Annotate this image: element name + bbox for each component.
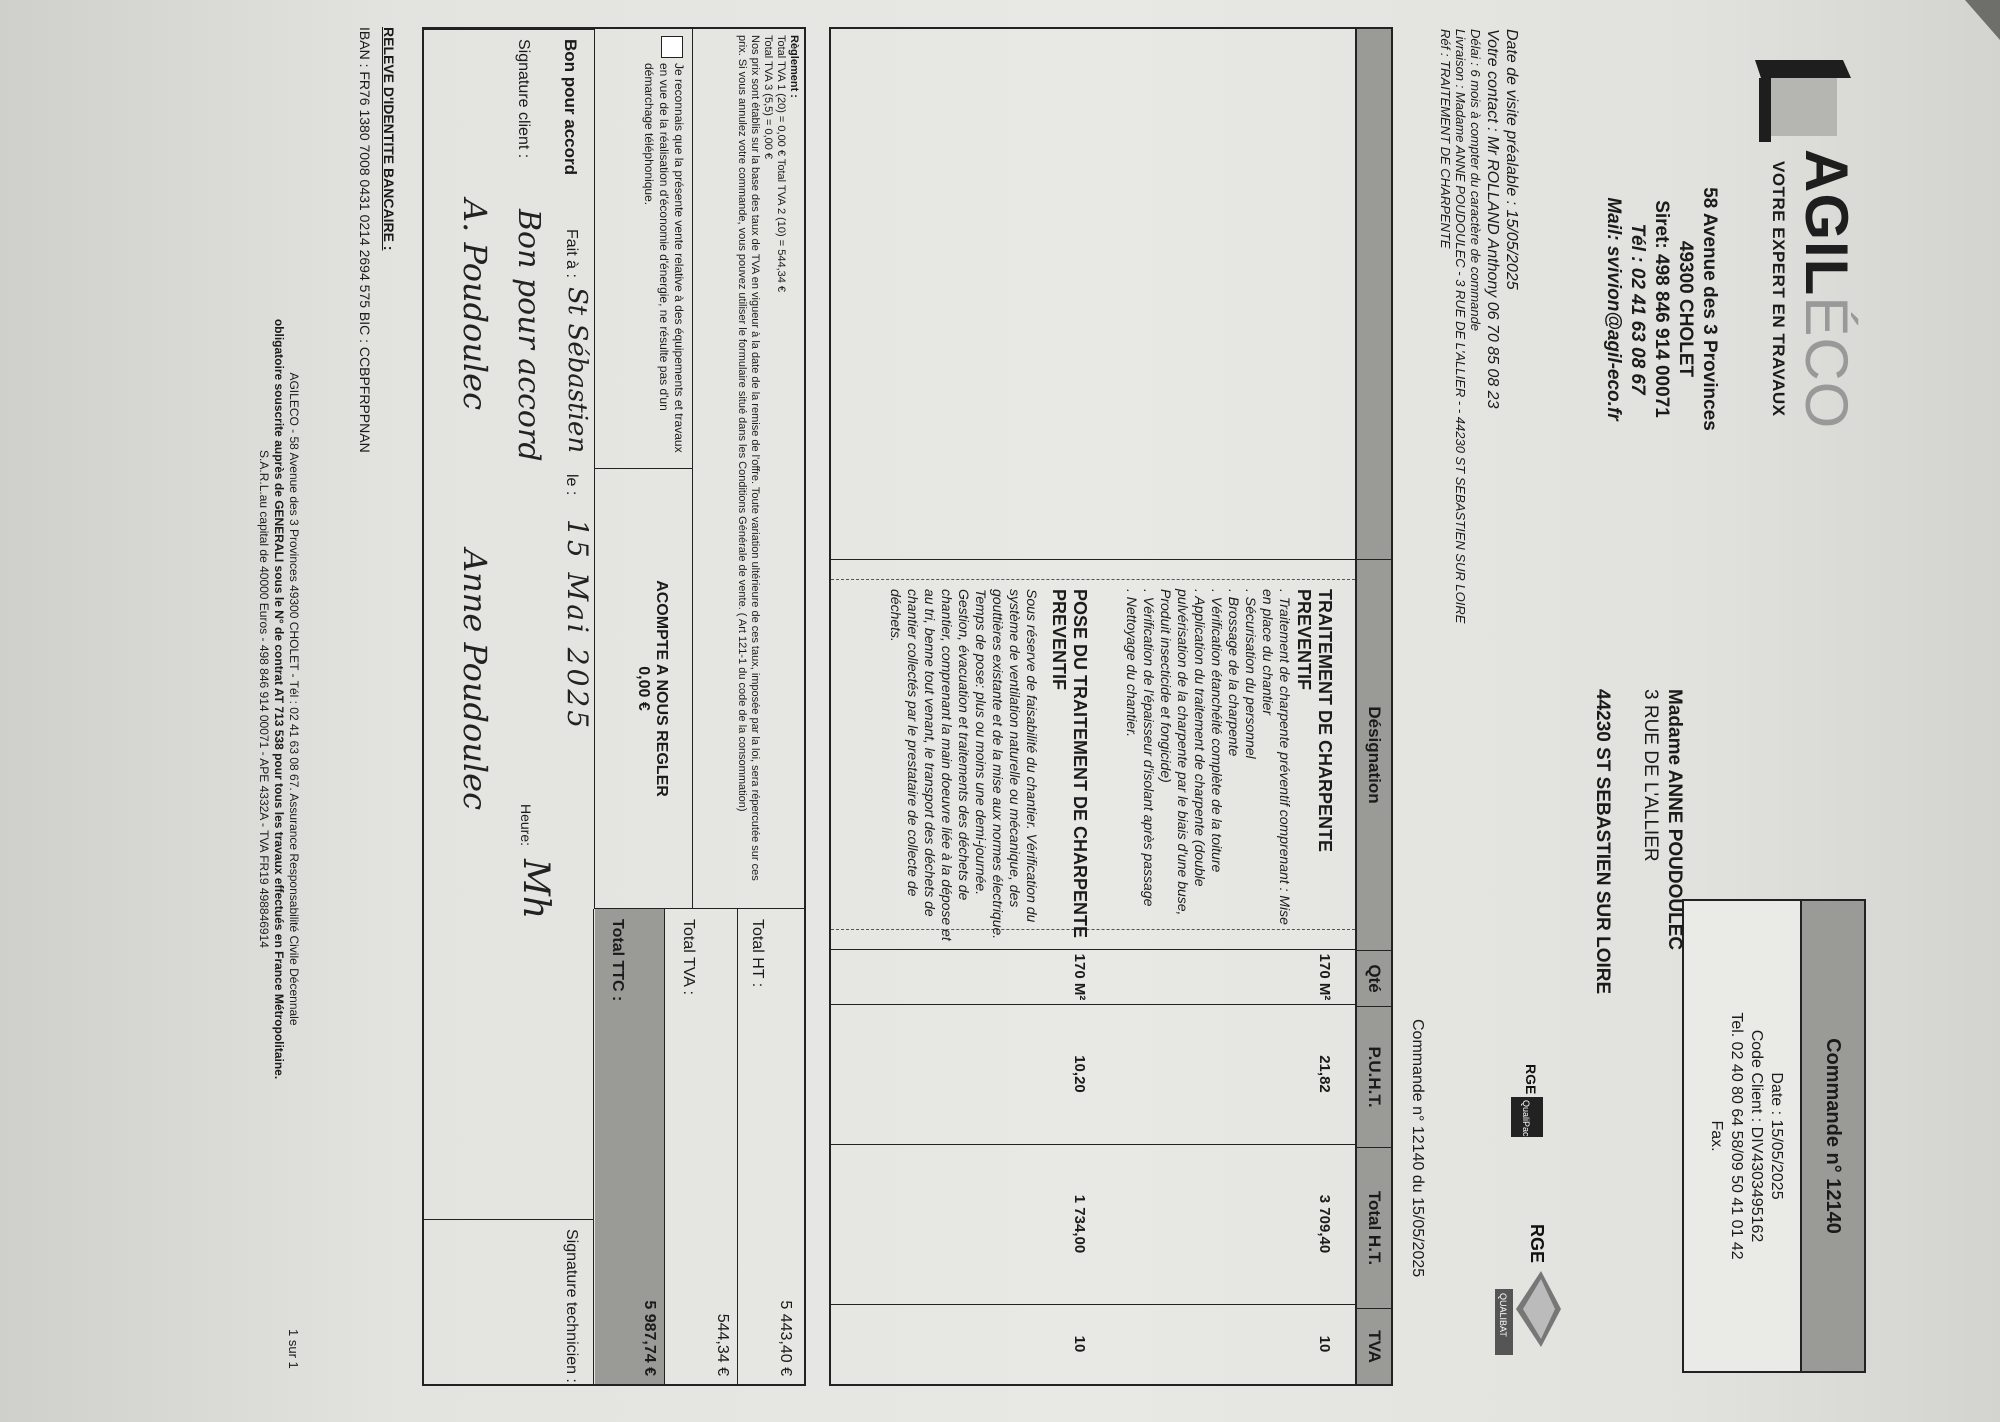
item-1-line: . Vérification étanchéité complète de la toiture xyxy=(1209,589,1225,873)
item-2-designation xyxy=(887,589,1090,944)
order-reference: Commande n° 12140 du 15/05/2025 xyxy=(1409,1019,1426,1278)
item-1-line: . Sécurisation du personnel xyxy=(1243,589,1259,759)
item-1-line: . Brossage de la charpente xyxy=(1226,589,1242,757)
item-1-unit-price: 21,82 xyxy=(1316,1055,1333,1093)
client-handwritten-approval[interactable]: Bon pour accord xyxy=(511,209,546,462)
declaration-checkbox[interactable] xyxy=(661,36,683,58)
col-divider xyxy=(831,1144,1355,1145)
bank-iban: IBAN : FR76 1380 7008 0431 0214 2694 575 BIC : CCBPFRPPNAN xyxy=(357,27,373,453)
col-divider-dashed xyxy=(831,579,1355,580)
rge-qualibat-logo-icon xyxy=(1495,1224,1561,1355)
visit-ref: Réf : TRAITEMENT DE CHARPENTE xyxy=(1438,29,1453,249)
item-1-total: 3 709,40 xyxy=(1316,1194,1333,1254)
item-1-intro: . Traitement de charpente préventif comprenant : Mise en place du chantier xyxy=(1260,589,1293,925)
recipient-address xyxy=(1590,689,1686,994)
total-ttc-row xyxy=(595,909,664,1384)
agileco-logo-icon xyxy=(1755,54,1851,150)
payment-legal: Nos prix sont établis sur la base des taux de TVA en vigueur à la date de la remise de l'offre. Toute variation ultérieure de ces taux, imposée par la loi, sera répercutée sur ces prix. Si vous annulez votre commande, vous pouvez utiliser le formulaire situé dans les Conditions Générale de vente. ( Art 121-1 du code de la consommation) xyxy=(736,35,761,881)
total-ht-row xyxy=(737,909,804,1384)
order-fax: Fax. xyxy=(1708,1120,1725,1152)
brand-name-part2: ÉCO xyxy=(1793,296,1860,430)
header-total: Total H.T. xyxy=(1357,1148,1391,1309)
fait-a-label: Fait à : xyxy=(563,229,580,278)
signature-divider xyxy=(424,1219,594,1220)
brand-tagline: VOTRE EXPERT EN TRAVAUX xyxy=(1769,161,1788,417)
header-designation: Désignation xyxy=(1357,560,1391,951)
deposit-box xyxy=(594,469,692,909)
visit-contact: Votre contact : Mr ROLLAND Anthony 06 70 85 08 23 xyxy=(1484,29,1501,409)
le-label: le : xyxy=(563,474,580,496)
page-number: 1 sur 1 xyxy=(286,1329,301,1369)
item-1-title: TRAITEMENT DE CHARPENTE PREVENTIF xyxy=(1294,589,1335,853)
total-ht-value: 5 443,40 € xyxy=(777,1300,794,1376)
visit-info xyxy=(1438,29,1521,623)
footer-line-1: AGILECO - 58 Avenue des 3 Provinces 49300 CHOLET - Tél : 02 41 63 08 67. Assurance Responsabilité Civile Décennale xyxy=(287,372,301,1026)
col-divider xyxy=(831,1304,1355,1305)
qualipac-label: QualiPac xyxy=(1521,1100,1531,1137)
item-2-title: POSE DU TRAITEMENT DE CHARPENTE PREVENTIF xyxy=(1049,589,1090,939)
item-2-vat: 10 xyxy=(1071,1335,1088,1353)
order-info xyxy=(1706,901,1800,1371)
items-table-body xyxy=(831,29,1355,1384)
rge-label-2: RGE xyxy=(1527,1224,1547,1264)
qualibat-label: QUALIBAT xyxy=(1498,1293,1508,1337)
item-1-qty: 170 M² xyxy=(1316,953,1333,1001)
footer-line-3: S.A.R.L.au capital de 40000 Euros - 498 846 914 00071 - APE 4332A - TVA FR19 498846914 xyxy=(257,450,271,948)
signature-area xyxy=(424,29,594,1384)
rge-label-1: RGE xyxy=(1523,1064,1539,1095)
payment-block xyxy=(422,27,806,1386)
order-client-code: Code Client : DIV4303495162 xyxy=(1748,1029,1765,1243)
phone-sale-declaration xyxy=(594,29,692,469)
legal-footer xyxy=(256,299,301,1099)
payment-tva-line2: Total TVA 3 (5,5) = 0,00 € xyxy=(762,35,774,160)
bank-details xyxy=(353,27,401,453)
order-date: Date : 15/05/2025 xyxy=(1768,1072,1785,1200)
brand-logo-text xyxy=(1792,149,1861,429)
brand-name-part1: AGIL xyxy=(1793,149,1860,297)
header-qty: Qté xyxy=(1357,951,1391,1007)
heure-label: Heure: xyxy=(518,804,534,847)
total-ttc-label: Total TTC : xyxy=(609,919,626,1002)
heure-value[interactable]: Mh xyxy=(515,859,556,920)
items-table-header xyxy=(1355,29,1391,1384)
col-divider xyxy=(831,559,1355,560)
le-value[interactable]: 15 Mai 2025 xyxy=(561,519,594,732)
item-1-vat: 10 xyxy=(1316,1335,1333,1353)
header-unit-price: P.U.H.T. xyxy=(1357,1007,1391,1148)
item-1-designation xyxy=(1123,589,1335,944)
order-tel: Tel. 02 40 80 64 58/09 50 41 01 42 xyxy=(1728,1012,1745,1260)
col-divider xyxy=(831,949,1355,950)
total-ht-label: Total HT : xyxy=(749,919,766,988)
total-tva-label: Total TVA : xyxy=(680,919,697,995)
company-tel: Tél : 02 41 63 08 67 xyxy=(1627,223,1648,395)
payment-title: Règlement : xyxy=(788,35,800,98)
item-2-total: 1 734,00 xyxy=(1071,1194,1088,1254)
bank-title: RELEVE D'IDENTITE BANCAIRE : xyxy=(381,27,397,251)
total-ttc-value: 5 987,74 € xyxy=(641,1300,658,1376)
signature-technician-label: Signature technicien : xyxy=(563,1229,580,1383)
company-city: 49300 CHOLET xyxy=(1675,240,1696,378)
order-box xyxy=(1682,899,1866,1373)
order-document xyxy=(1,0,2000,1421)
declaration-text: Je reconnais que la présente vente relative à des équipements et travaux en vue de la réalisation d'économie d'énergie, ne résulte pas d'un démarchage téléphonique. xyxy=(642,63,686,453)
visit-delivery: Livraison : Madame ANNE POUDOULEC - 3 RUE DE L'ALLIER - - 44230 ST SEBASTIEN SUR LOIRE xyxy=(1453,29,1468,624)
item-2-qty: 170 M² xyxy=(1071,953,1088,1001)
client-signature-2[interactable]: Anne Poudoulec xyxy=(456,549,494,810)
item-1-line: . Application du traitement de charpente (double pulvérisation de la charpente par le biais d'une buse, Produit insecticide et fongicide) xyxy=(1158,589,1208,916)
recipient-city: 44230 ST SEBASTIEN SUR LOIRE xyxy=(1592,689,1613,995)
company-street: 58 Avenue des 3 Provinces xyxy=(1699,187,1720,431)
col-divider xyxy=(831,1004,1355,1005)
client-signature-1[interactable]: A. Poudoulec xyxy=(456,199,494,411)
payment-terms xyxy=(692,29,804,909)
visit-delay: Délai : 6 mois à compter du caractère de commande xyxy=(1468,29,1483,332)
deposit-amount: 0,00 € xyxy=(635,666,652,711)
item-1-line: . Nettoyage du chantier. xyxy=(1124,589,1140,738)
recipient-street: 3 RUE DE L'ALLIER xyxy=(1640,689,1661,862)
company-info xyxy=(1601,99,1721,519)
rge-qualipac-logo-icon xyxy=(1511,1064,1543,1137)
certification-logos xyxy=(1461,1009,1571,1369)
items-table xyxy=(829,27,1393,1386)
item-1-line: . Vérification de l'épaisseur d'isolant après passage xyxy=(1141,589,1157,907)
payment-tva-line1: Total TVA 1 (20) = 0,00 € Total TVA 2 (10) = 544,34 € xyxy=(775,35,787,293)
fait-a-value[interactable]: St Sébastien xyxy=(562,287,592,454)
total-tva-value: 544,34 € xyxy=(714,1313,731,1376)
header-blank xyxy=(1357,29,1391,560)
deposit-label: ACOMPTE A NOUS REGLER xyxy=(653,580,670,797)
header-vat: TVA xyxy=(1365,1330,1384,1363)
item-2-intro: Sous réserve de faisabilité du chantier. Vérification du système de ventilation naturelle ou mécanique, des gouttières existante et de la mise aux normes électrique. Temps de pose: plus ou moins une demi-journée. Gestion, évacuation et traitements des déchets de chantier, comprenant la main doeuvre liée à la dépose et au tri, benne tout venant, le transport des déchets de chantier collectés par le prestataire de collecte de déchets. xyxy=(888,589,1040,941)
company-siret: Siret: 498 846 914 00071 xyxy=(1651,200,1672,418)
visit-date: Date de visite préalable : 15/05/2025 xyxy=(1503,29,1520,290)
signature-client-label: Signature client : xyxy=(515,39,532,159)
recipient-name: Madame ANNE POUDOULEC xyxy=(1664,689,1685,951)
item-2-unit-price: 10,20 xyxy=(1071,1055,1088,1093)
total-tva-row xyxy=(664,909,737,1384)
company-mail: Mail: svivion@agil-eco.fr xyxy=(1603,197,1624,421)
order-title: Commande n° 12140 xyxy=(1800,901,1864,1371)
footer-line-2: obligatoire souscrite auprès de GENERALI sous le N° de contrat AT 713 538 pour tous les travaux effectués en France Métropolitaine. xyxy=(272,318,286,1080)
bon-pour-accord-label: Bon pour accord xyxy=(561,39,580,176)
totals-box xyxy=(593,909,804,1384)
